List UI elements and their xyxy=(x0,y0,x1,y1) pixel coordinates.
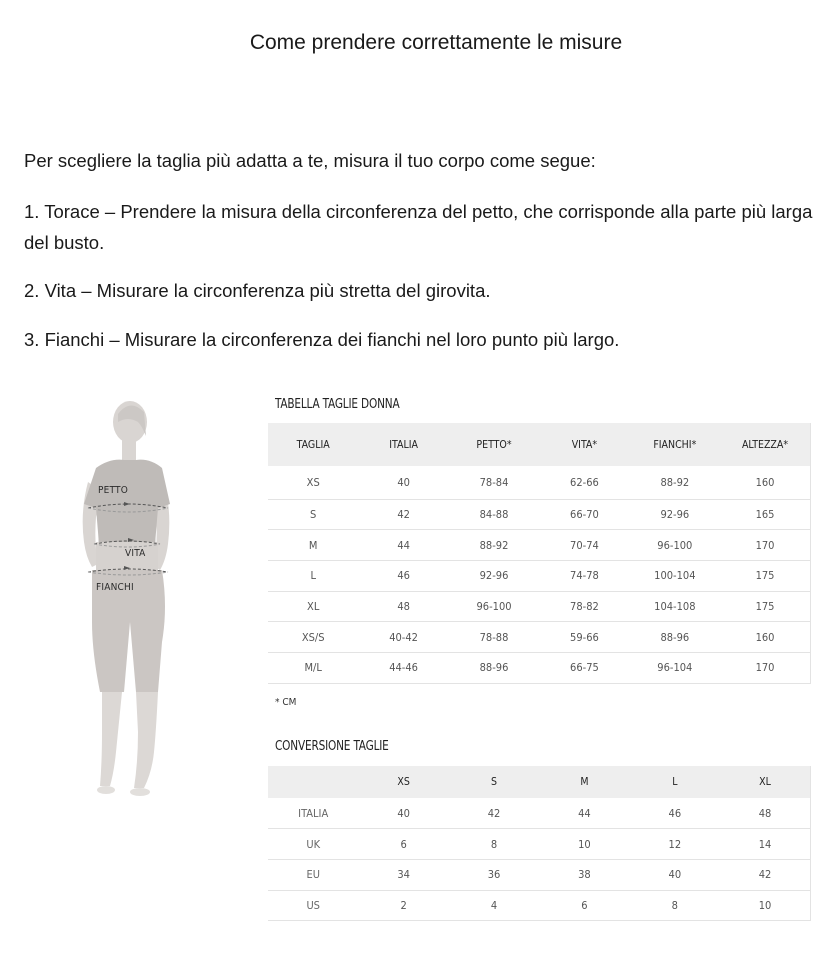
table-cell: 92-96 xyxy=(449,560,539,591)
header-altezza: ALTEZZA* xyxy=(720,423,810,466)
table-cell: XS xyxy=(306,475,320,489)
table-cell: S xyxy=(268,499,358,530)
header-m: M xyxy=(539,766,629,798)
table-cell: L xyxy=(268,560,358,591)
table-cell: 78-82 xyxy=(539,591,629,622)
table-cell: 88-96 xyxy=(449,652,539,683)
size-table xyxy=(268,423,811,684)
label-fianchi: FIANCHI xyxy=(96,582,134,593)
header-taglia: TAGLIA xyxy=(268,423,358,466)
body-measurement-figure xyxy=(58,392,190,802)
table-row xyxy=(268,890,811,921)
table-cell: 160 xyxy=(755,475,775,489)
intro-text: Per scegliere la taglia più adatta a te, misura il tuo corpo come segue: xyxy=(24,150,596,171)
table-cell: 14 xyxy=(720,829,810,860)
table-cell: 40-42 xyxy=(358,622,448,653)
table-cell: 175 xyxy=(720,560,810,591)
table-row xyxy=(268,530,811,561)
table-cell: M/L xyxy=(268,652,358,683)
header-xs: XS xyxy=(358,766,448,798)
conversion-header-row xyxy=(268,766,811,798)
body-silhouette-illustration xyxy=(58,392,190,802)
table-cell: 48 xyxy=(358,591,448,622)
table-row xyxy=(268,859,811,890)
table-cell: 48 xyxy=(758,806,772,820)
table-cell: 160 xyxy=(720,622,810,653)
table-cell: 6 xyxy=(539,890,629,921)
table-row xyxy=(268,466,811,499)
step-vita: 2. Vita – Misurare la circonferenza più stretta del girovita. xyxy=(24,280,491,301)
table-cell: 8 xyxy=(630,890,720,921)
label-petto: PETTO xyxy=(98,485,128,496)
table-cell: 46 xyxy=(668,806,682,820)
table-cell: 12 xyxy=(630,829,720,860)
table-cell: 92-96 xyxy=(630,499,720,530)
table-cell: 96-100 xyxy=(630,530,720,561)
table-cell: 6 xyxy=(358,829,448,860)
conversion-table-title: CONVERSIONE TAGLIE xyxy=(275,739,389,754)
table-cell: 44 xyxy=(578,806,591,820)
table-cell: 170 xyxy=(720,652,810,683)
table-cell: 96-104 xyxy=(630,652,720,683)
table-cell: XS/S xyxy=(268,622,358,653)
table-cell: 88-92 xyxy=(449,530,539,561)
table-cell: 40 xyxy=(397,475,410,489)
header-s: S xyxy=(449,766,539,798)
table-cell: 165 xyxy=(720,499,810,530)
table-row xyxy=(268,591,811,622)
header-petto: PETTO* xyxy=(449,423,539,466)
table-cell: 88-96 xyxy=(630,622,720,653)
header-fianchi: FIANCHI* xyxy=(630,423,720,466)
table-cell: 34 xyxy=(358,859,448,890)
table-cell: 84-88 xyxy=(449,499,539,530)
table-cell: 66-75 xyxy=(539,652,629,683)
table-row xyxy=(268,560,811,591)
table-cell: 170 xyxy=(720,530,810,561)
table-cell: 38 xyxy=(539,859,629,890)
step-fianchi: 3. Fianchi – Misurare la circonferenza dei fianchi nel loro punto più largo. xyxy=(24,329,620,350)
header-vita: VITA* xyxy=(539,423,629,466)
table-cell: XL xyxy=(268,591,358,622)
units-footnote: * CM xyxy=(275,697,297,708)
table-cell: 62-66 xyxy=(570,475,599,489)
table-cell: 44-46 xyxy=(358,652,448,683)
table-cell: US xyxy=(268,890,358,921)
table-cell: 88-92 xyxy=(660,475,690,489)
table-cell: UK xyxy=(268,829,358,860)
header-italia: ITALIA xyxy=(358,423,448,466)
table-cell: 36 xyxy=(449,859,539,890)
table-cell: EU xyxy=(268,859,358,890)
step-torace: 1. Torace – Prendere la misura della circonferenza del petto, che corrisponde alla parte più larga del busto. xyxy=(24,201,813,253)
table-cell: 78-88 xyxy=(449,622,539,653)
table-cell: 96-100 xyxy=(449,591,539,622)
table-cell: 70-74 xyxy=(539,530,629,561)
label-vita: VITA xyxy=(125,548,146,559)
table-cell: 175 xyxy=(720,591,810,622)
size-table-title: TABELLA TAGLIE DONNA xyxy=(275,397,400,412)
table-cell: 10 xyxy=(720,890,810,921)
table-cell: 104-108 xyxy=(630,591,720,622)
size-table-header-row xyxy=(268,423,811,466)
table-cell: 100-104 xyxy=(630,560,720,591)
table-cell: 8 xyxy=(449,829,539,860)
table-cell: 40 xyxy=(630,859,720,890)
table-cell: 44 xyxy=(358,530,448,561)
table-row xyxy=(268,798,811,829)
header-xl: XL xyxy=(720,766,810,798)
table-row xyxy=(268,499,811,530)
table-cell: 59-66 xyxy=(539,622,629,653)
table-cell: 78-84 xyxy=(479,475,509,489)
table-cell: 74-78 xyxy=(539,560,629,591)
table-cell: 10 xyxy=(539,829,629,860)
table-cell: 42 xyxy=(487,806,501,820)
table-cell: 46 xyxy=(358,560,448,591)
table-cell: ITALIA xyxy=(298,806,329,820)
table-cell: 42 xyxy=(358,499,448,530)
table-row xyxy=(268,829,811,860)
table-cell: 40 xyxy=(397,806,410,820)
table-cell: M xyxy=(268,530,358,561)
table-cell: 4 xyxy=(449,890,539,921)
header-blank xyxy=(268,766,358,798)
table-cell: 2 xyxy=(358,890,448,921)
table-row xyxy=(268,622,811,653)
conversion-table xyxy=(268,766,811,921)
table-row xyxy=(268,652,811,683)
table-cell: 42 xyxy=(720,859,810,890)
table-cell: 66-70 xyxy=(539,499,629,530)
header-l: L xyxy=(630,766,720,798)
page-title: Come prendere correttamente le misure xyxy=(249,31,623,54)
